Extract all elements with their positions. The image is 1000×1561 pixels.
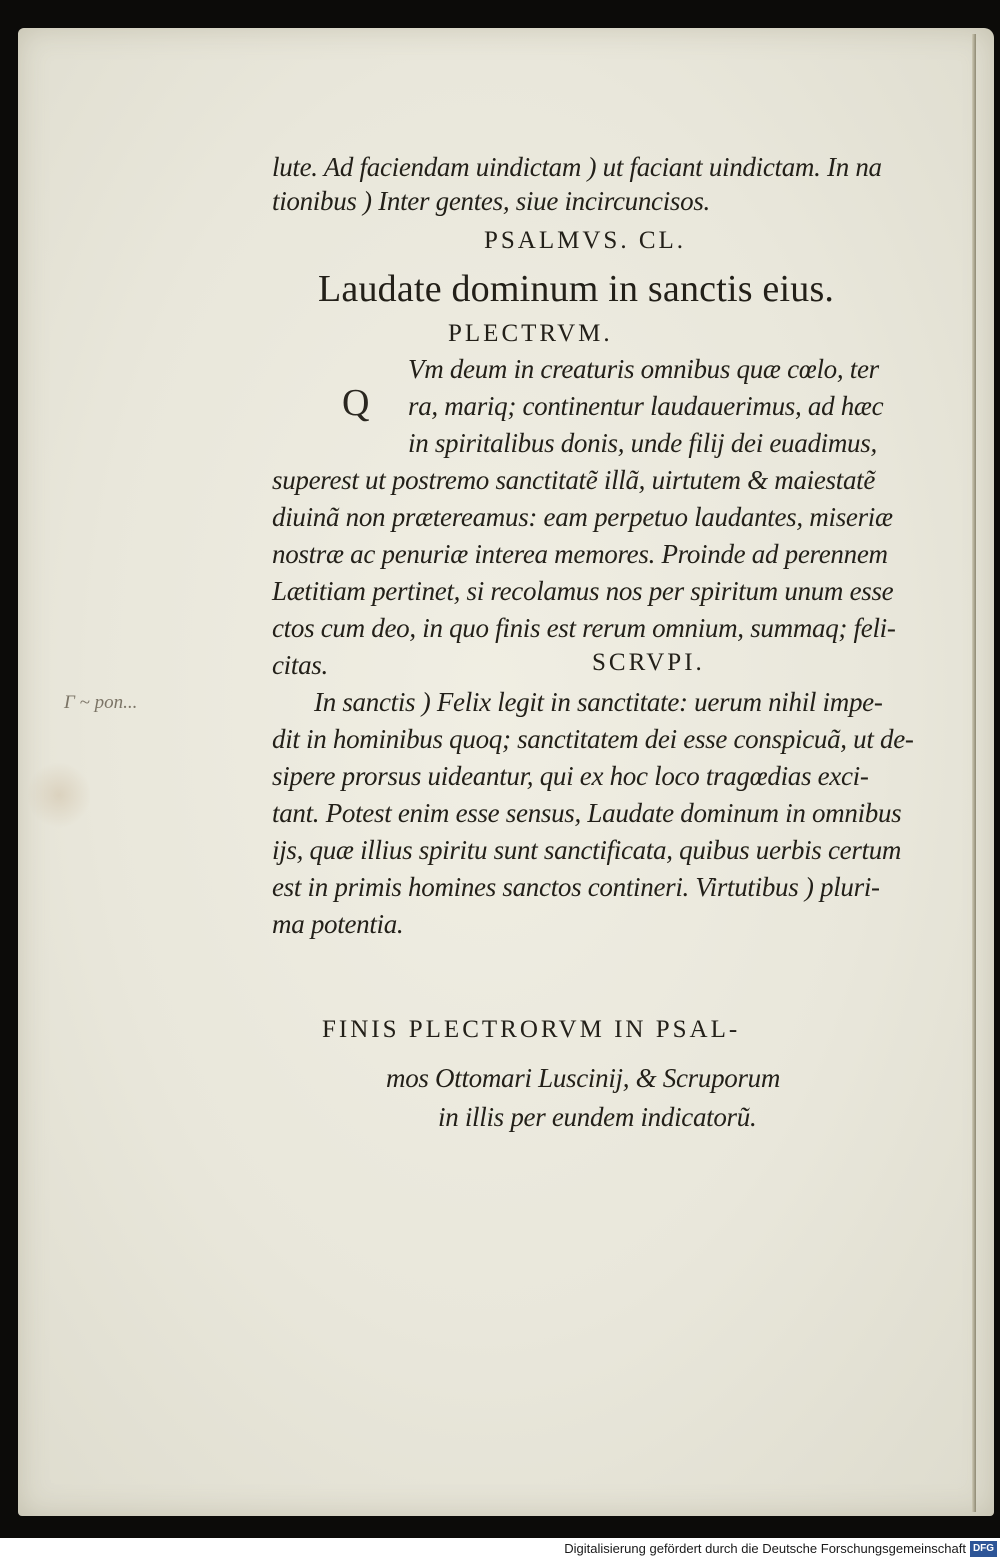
margin-note: Γ ~ pon... <box>64 692 138 713</box>
psalm-heading: PSALMVS. CL. <box>484 227 687 254</box>
text-line: superest ut postremo sanctitatẽ illã, uirtutem & maiestatẽ <box>272 465 876 495</box>
text-line: In sanctis ) Felix legit in sanctitate: uerum nihil impe- <box>314 687 883 717</box>
text-line: ma potentia. <box>272 909 404 939</box>
text-line: ra, mariq; continentur laudauerimus, ad hæc <box>408 391 884 421</box>
text-line: lute. Ad faciendam uindictam ) ut faciant uindictam. In na <box>272 152 882 182</box>
drop-initial: Q <box>342 382 370 424</box>
dfg-logo: DFG <box>970 1541 997 1557</box>
text-line: Vm deum in creaturis omnibus quæ cœlo, ter <box>408 354 879 384</box>
colophon-line: in illis per eundem indicatorũ. <box>438 1102 757 1132</box>
page-edge <box>972 34 976 1512</box>
psalm-title: Laudate dominum in sanctis eius. <box>318 268 835 310</box>
text-line: tant. Potest enim esse sensus, Laudate dominum in omnibus <box>272 798 902 828</box>
text-line: tionibus ) Inter gentes, siue incircuncisos. <box>272 186 710 216</box>
text-line: nostræ ac penuriæ interea memores. Proinde ad perennem <box>272 539 888 569</box>
text-line: ctos cum deo, in quo finis est rerum omnium, summaq; feli- <box>272 613 896 643</box>
scrupi-heading: SCRVPI. <box>592 649 705 676</box>
text-line: Lætitiam pertinet, si recolamus nos per spiritum unum esse <box>272 576 894 606</box>
plectrum-heading: PLECTRVM. <box>448 320 613 347</box>
colophon-line: mos Ottomari Luscinij, & Scruporum <box>386 1063 781 1093</box>
text-line: ijs, quæ illius spiritu sunt sanctificata, quibus uerbis certum <box>272 835 902 865</box>
text-line: est in primis homines sanctos contineri. Virtutibus ) pluri- <box>272 872 880 902</box>
text-line: sipere prorsus uideantur, qui ex hoc loco tragœdias exci- <box>272 761 869 791</box>
paper-stain <box>28 760 90 830</box>
text-line: in spiritalibus donis, unde filij dei euadimus, <box>408 428 877 458</box>
colophon-heading: FINIS PLECTRORVM IN PSAL- <box>322 1016 741 1043</box>
text-line: citas. <box>272 650 328 680</box>
footer-credit: Digitalisierung gefördert durch die Deutsche Forschungsgemeinschaft <box>564 1541 966 1556</box>
text-line: diuinã non prætereamus: eam perpetuo laudantes, miseriæ <box>272 502 893 532</box>
text-line: dit in hominibus quoq; sanctitatem dei esse conspicuã, ut de- <box>272 724 914 754</box>
